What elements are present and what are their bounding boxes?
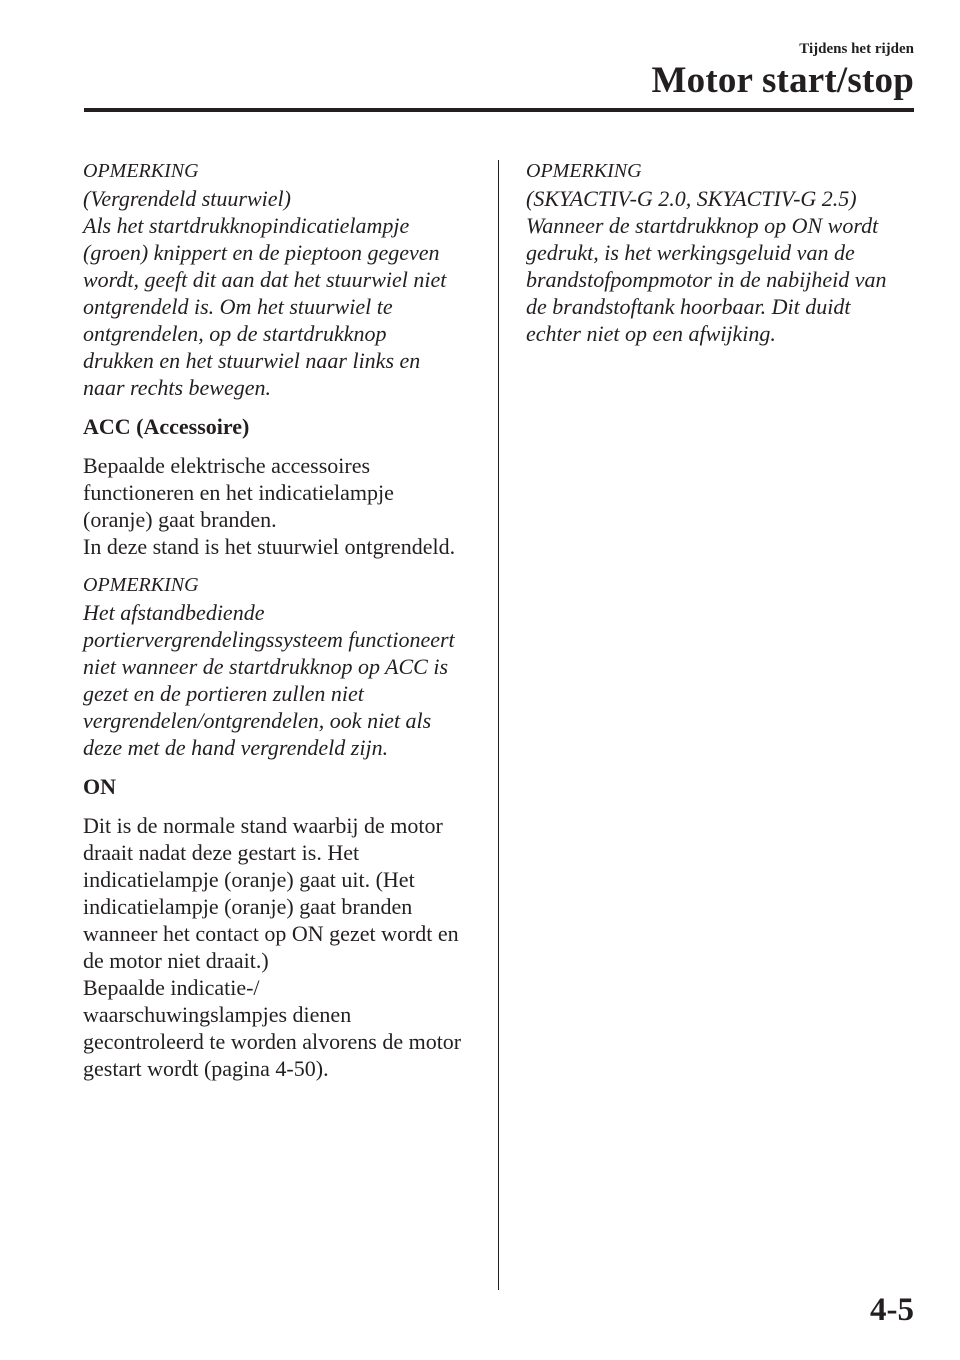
on-body bbox=[83, 812, 475, 1082]
body-line: indicatielampje (oranje) gaat branden bbox=[83, 894, 413, 919]
note-line: echter niet op een afwijking. bbox=[526, 321, 776, 346]
body-line: (oranje) gaat branden. bbox=[83, 507, 277, 532]
note-line: vergrendelen/ontgrendelen, ook niet als bbox=[83, 708, 432, 733]
note-label: OPMERKING bbox=[526, 160, 642, 182]
note-line: niet wanneer de startdrukknop op ACC is bbox=[83, 654, 449, 679]
right-column bbox=[526, 158, 918, 359]
note-line: de brandstoftank hoorbaar. Dit duidt bbox=[526, 294, 851, 319]
body-line: draait nadat deze gestart is. Het bbox=[83, 840, 360, 865]
body-line: indicatielampje (oranje) gaat uit. (Het bbox=[83, 867, 415, 892]
acc-heading: ACC (Accessoire) bbox=[83, 414, 250, 439]
body-line: functioneren en het indicatielampje bbox=[83, 480, 394, 505]
left-column bbox=[83, 158, 475, 1094]
body-line: Bepaalde elektrische accessoires bbox=[83, 453, 371, 478]
note-line: (groen) knippert en de pieptoon gegeven bbox=[83, 240, 440, 265]
page-title: Motor start/stop bbox=[651, 60, 914, 101]
body-line: waarschuwingslampjes dienen bbox=[83, 1002, 352, 1027]
acc-body bbox=[83, 452, 475, 560]
note-line: gedrukt, is het werkingsgeluid van de bbox=[526, 240, 855, 265]
body-line: gestart wordt (pagina 4-50). bbox=[83, 1056, 329, 1081]
note-line: Wanneer de startdrukknop op ON wordt bbox=[526, 213, 879, 238]
column-divider bbox=[498, 160, 499, 1290]
note-line: Het afstandbediende bbox=[83, 600, 265, 625]
note-subheading: (SKYACTIV-G 2.0, SKYACTIV-G 2.5) bbox=[526, 186, 857, 211]
note-line: drukken en het stuurwiel naar links en bbox=[83, 348, 421, 373]
body-line: Dit is de normale stand waarbij de motor bbox=[83, 813, 443, 838]
page-number: 4-5 bbox=[870, 1292, 914, 1328]
note-label: OPMERKING bbox=[83, 160, 199, 182]
note-line: brandstofpompmotor in de nabijheid van bbox=[526, 267, 887, 292]
body-line: gecontroleerd te worden alvorens de motor bbox=[83, 1029, 462, 1054]
note-locked-steering bbox=[83, 158, 475, 401]
note-skyactiv bbox=[526, 158, 918, 347]
note-line: Als het startdrukknopindicatielampje bbox=[83, 213, 410, 238]
on-heading: ON bbox=[83, 774, 116, 799]
body-line: wanneer het contact op ON gezet wordt en bbox=[83, 921, 459, 946]
note-line: naar rechts bewegen. bbox=[83, 375, 271, 400]
section-title: Tijdens het rijden bbox=[799, 41, 914, 57]
note-line: ontgrendelen, op de startdrukknop bbox=[83, 321, 387, 346]
note-line: wordt, geeft dit aan dat het stuurwiel niet bbox=[83, 267, 447, 292]
note-line: gezet en de portieren zullen niet bbox=[83, 681, 364, 706]
note-line: portiervergrendelingssysteem functioneert bbox=[83, 627, 455, 652]
note-label: OPMERKING bbox=[83, 574, 199, 596]
note-line: deze met de hand vergrendeld zijn. bbox=[83, 735, 389, 760]
header-rule bbox=[84, 108, 914, 112]
note-remote-locking bbox=[83, 572, 475, 761]
body-line: de motor niet draait.) bbox=[83, 948, 269, 973]
body-line: In deze stand is het stuurwiel ontgrendeld. bbox=[83, 534, 456, 559]
body-line: Bepaalde indicatie-/ bbox=[83, 975, 260, 1000]
note-subheading: (Vergrendeld stuurwiel) bbox=[83, 186, 291, 211]
note-line: ontgrendeld is. Om het stuurwiel te bbox=[83, 294, 393, 319]
